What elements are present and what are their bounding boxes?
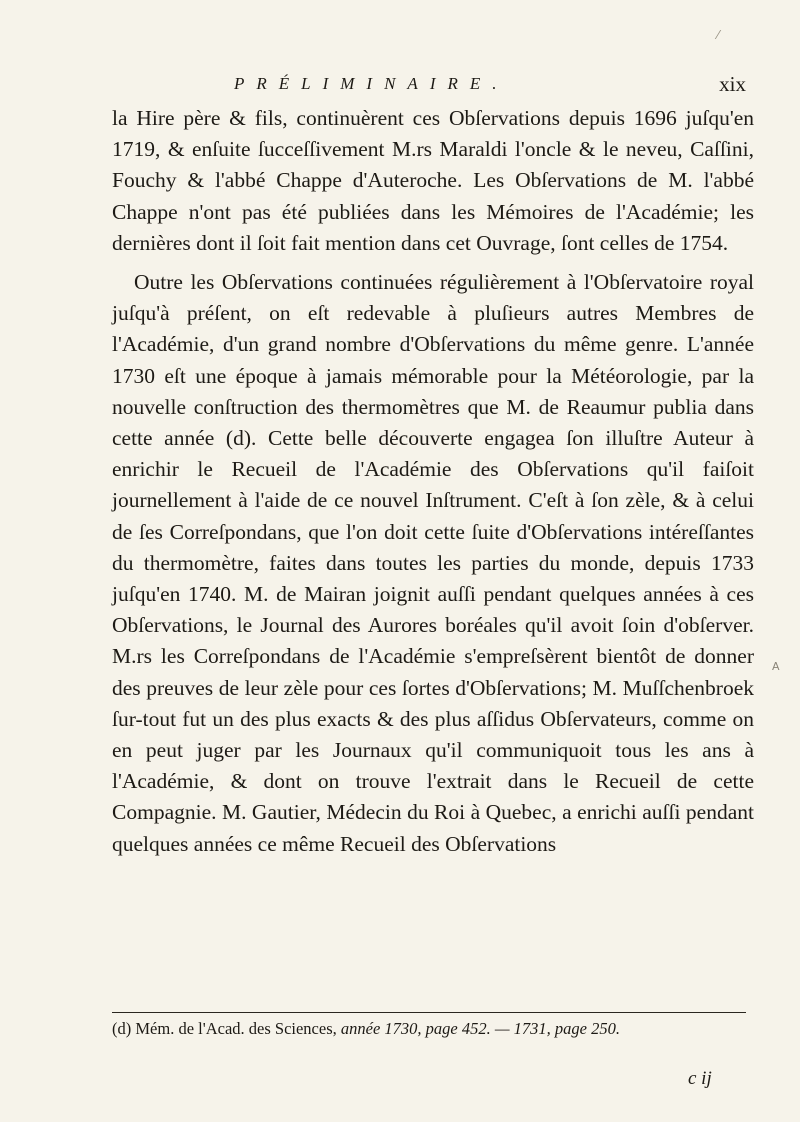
footnote-rule: [112, 1012, 746, 1013]
running-title: PRÉLIMINAIRE.: [234, 74, 509, 93]
signature-mark: c ij: [688, 1068, 712, 1089]
margin-mark: A: [772, 660, 780, 673]
main-text: [112, 103, 754, 860]
paragraph-2: Outre les Obſervations continuées régulièrement à l'Obſervatoire royal juſqu'à préſent, on eſt redevable à pluſieurs autres Membres de l'Académie, d'un grand nombre d'Obſervations du même genre. L'année 1730 eſt une époque à jamais mémorable pour la Météorologie, par la nouvelle conſtruction des thermomètres que M. de Reaumur publia dans cette année (d). Cette belle découverte engagea ſon illuſtre Auteur à enrichir le Recueil de l'Académie des Obſervations qu'il faiſoit journellement à l'aide de ce nouvel Inſtrument. C'eſt à ſon zèle, & à celui de ſes Correſpondans, que l'on doit cette ſuite d'Obſervations intéreſſantes du thermomètre, faites dans toutes les parties du monde, depuis 1733 juſqu'en 1740. M. de Mairan joignit auſſi pendant quelques années à ces Obſervations, le Journal des Aurores boréales qu'il avoit ſoin d'obſerver. M.rs les Correſpondans de l'Académie s'empreſsèrent bientôt de donner des preuves de leur zèle pour ces ſortes d'Obſervations; M. Muſſchenbroek ſur-tout fut un des plus exacts & des plus aſſidus Obſervateurs, comme on en peut juger par les Journaux qu'il communiquoit tous les ans à l'Académie, & dont on trouve l'extrait dans le Recueil de cette Compagnie. M. Gautier, Médecin du Roi à Quebec, a enrichi auſſi pendant quelques années ce même Recueil des Obſervations: [112, 270, 754, 856]
footnote-marker: (d): [112, 1019, 132, 1038]
page-number: xix: [719, 72, 746, 96]
paragraph-1: la Hire père & fils, continuèrent ces Obſervations depuis 1696 juſqu'en 1719, & enſuite ſucceſſivement M.rs Maraldi l'oncle & le neveu, Caſſini, Fouchy & l'abbé Chappe d'Auteroche. Les Obſervations de M. l'abbé Chappe n'ont pas été publiées dans les Mémoires de l'Académie; les dernières dont il ſoit fait mention dans cet Ouvrage, ſont celles de 1754.: [112, 106, 754, 255]
footnote-text: Mém. de l'Acad. des Sciences,: [131, 1019, 341, 1038]
corner-mark: ⁄: [717, 28, 720, 42]
footnote: [112, 1018, 746, 1040]
page-header: [112, 74, 746, 104]
footnote-reference: année 1730, page 452. — 1731, page 250.: [340, 1019, 620, 1038]
